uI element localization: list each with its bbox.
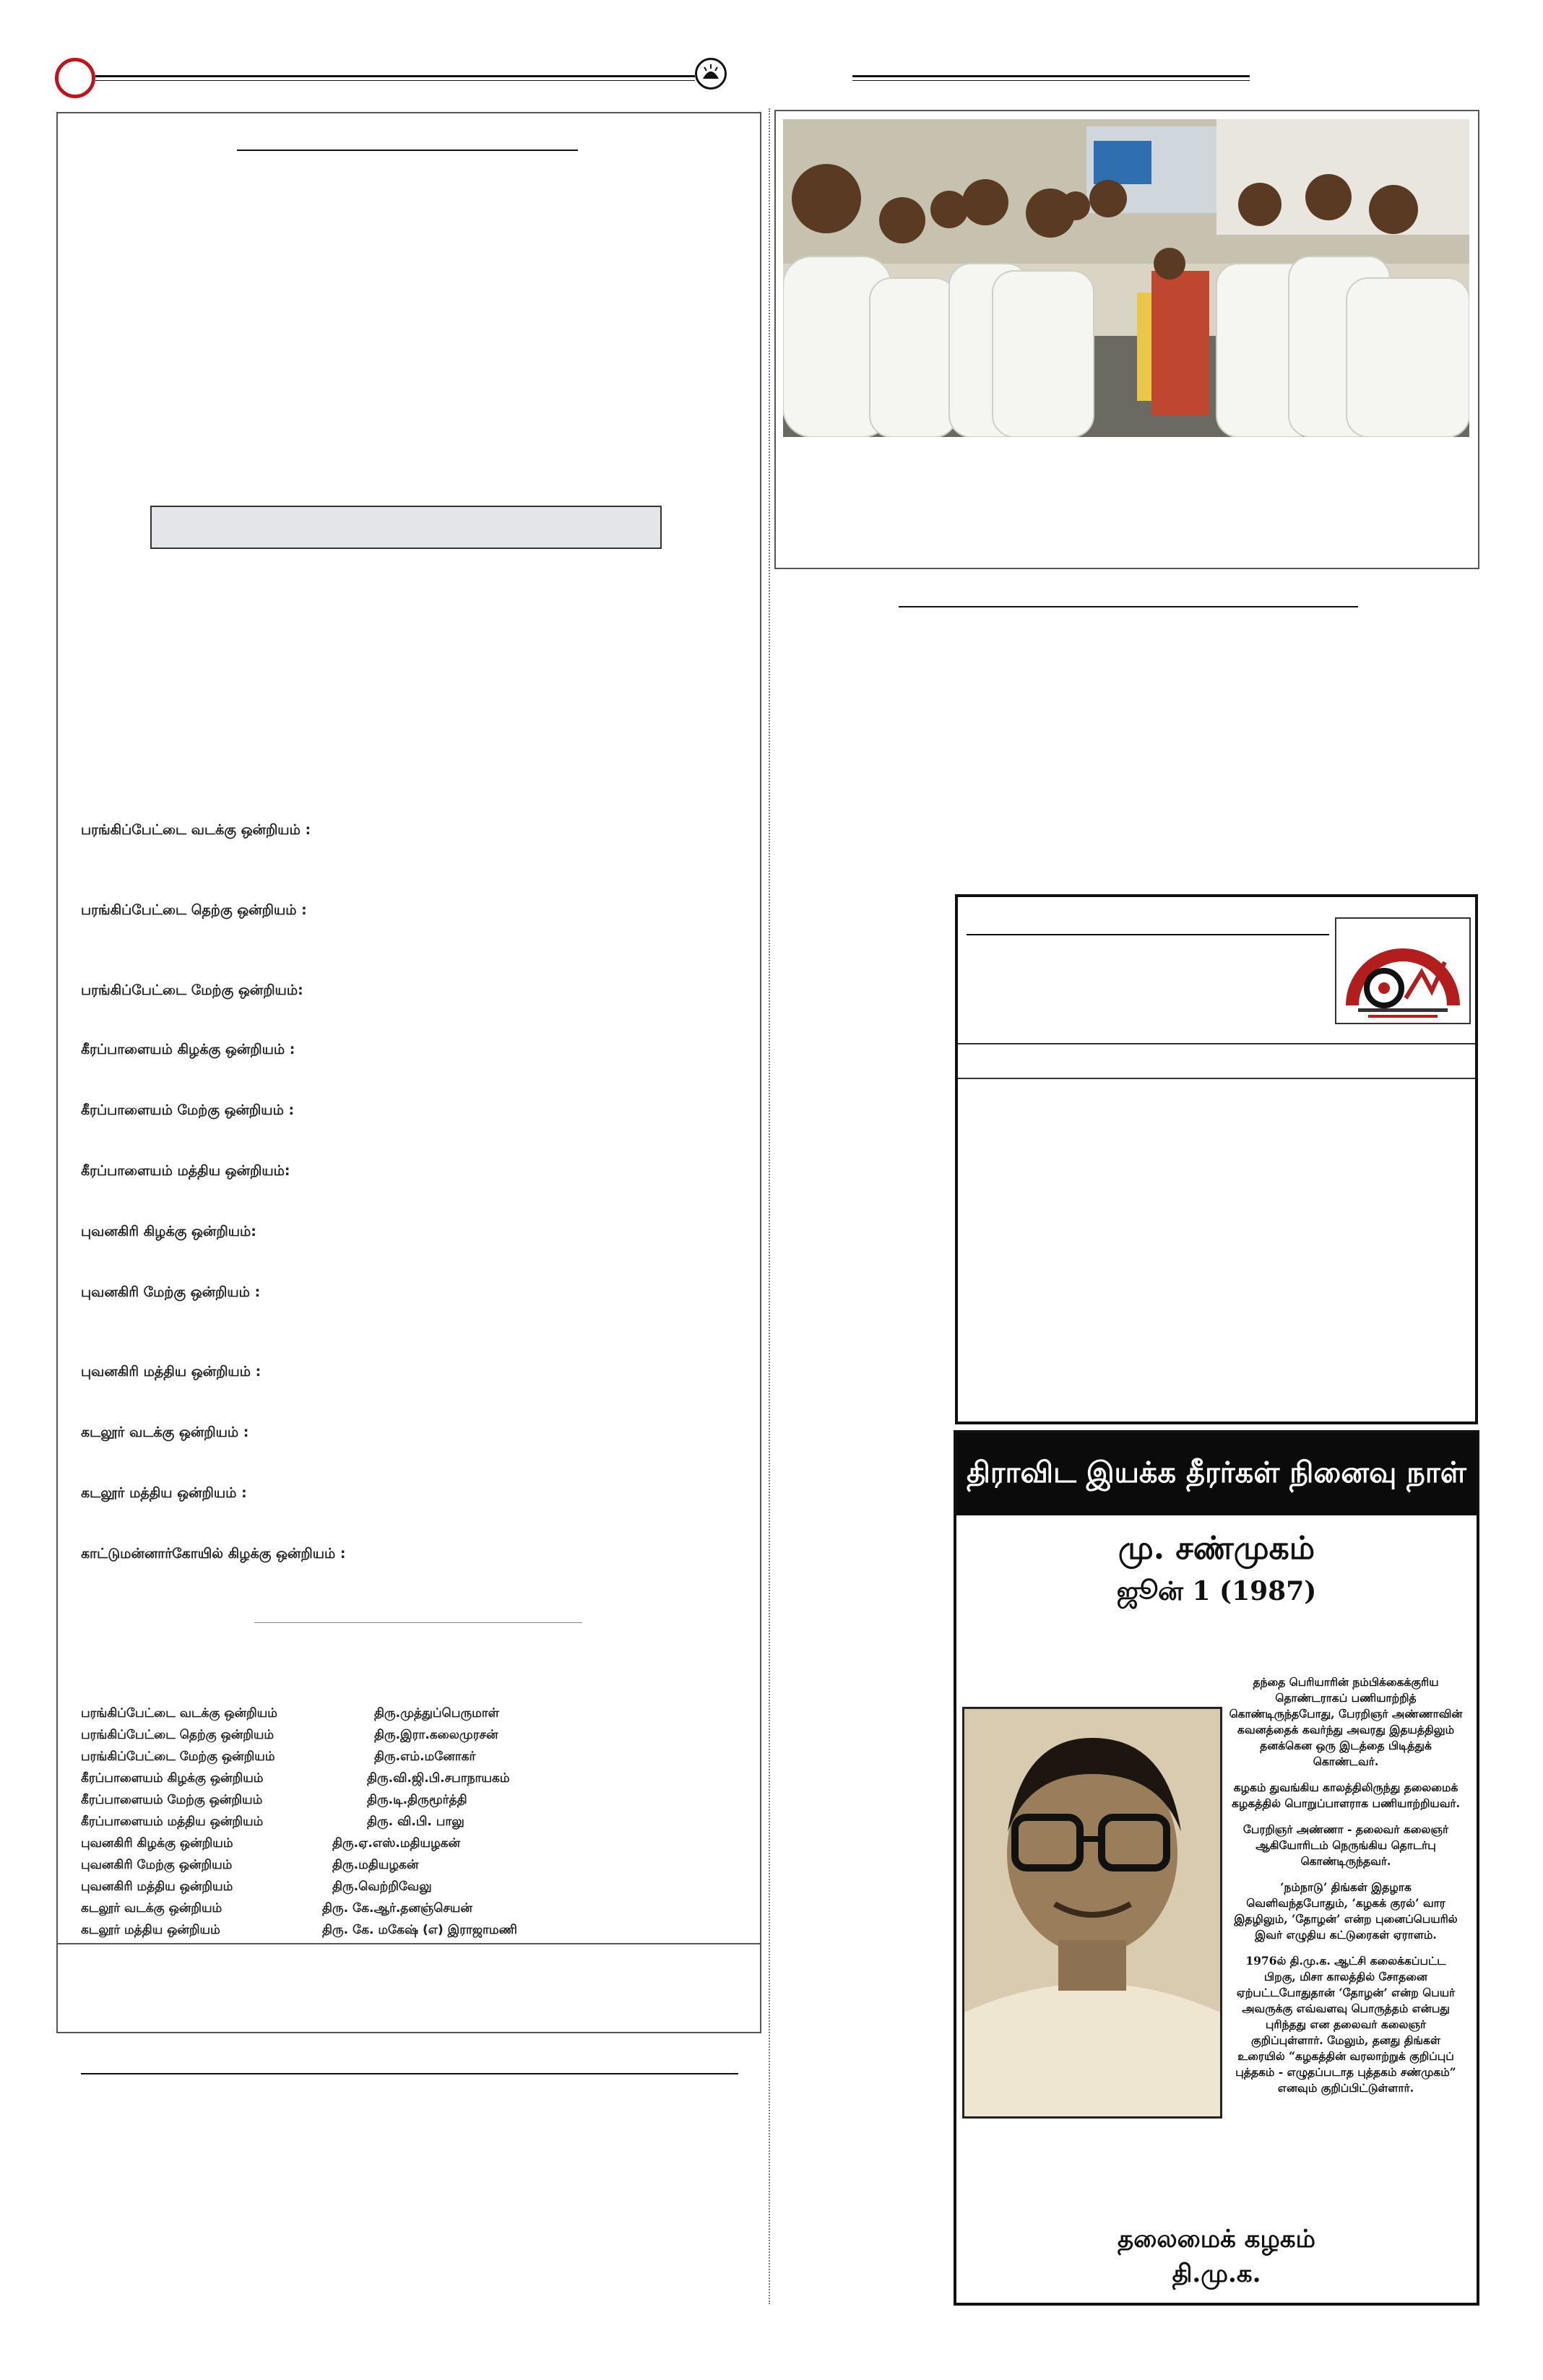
memorial-paragraph: ‘நம்நாடு’ திங்கள் இதழாக வெளிவந்தபோதும், ‘கழகக் குரல்’ வார இதழிலும், ‘தோழன்’ என்ற புனைப்பெயரில் இவர் எழுதிய கட்டுரைகள் ஏராளம். [1234,1880,1458,1942]
right-article-title-rule [899,606,1358,607]
union-label: கீரப்பாளையம் கிழக்கு ஒன்றியம் : [81,1042,295,1057]
union-label: புவனகிரி மேற்கு ஒன்றியம் : [81,1284,261,1300]
secretary-section-rule [254,1622,582,1623]
memorial-banner: திராவிட இயக்க தீரர்கள் நினைவு நாள் [956,1433,1477,1515]
rising-sun-emblem-icon [695,58,727,90]
union-label: பரங்கிப்பேட்டை மேற்கு ஒன்றியம்: [81,982,303,998]
union-label: கடலூர் வடக்கு ஒன்றியம் : [81,1424,249,1440]
group-photo [783,119,1469,437]
notice-divider-1 [958,1043,1475,1044]
memorial-paragraph: தந்தை பெரியாரின் நம்பிக்கைக்குரிய தொண்டராகப் பணியாற்றித் கொண்டிருந்தபோது, பேரறிஞர் அண்ணாவின் கவனத்தைக் கவர்ந்து அவரது இதயத்திலும் தனக்கென ஒரு இடத்தை பிடித்துக் கொண்டவர். [1229,1675,1463,1768]
header-rule-right [852,75,1250,77]
left-article-divider [58,1943,760,1944]
left-article-frame [56,112,761,2033]
union-label: பரங்கிப்பேட்டை வடக்கு ஒன்றியம் : [81,822,311,838]
header-rule-left [95,75,695,77]
memorial-paragraph: 1976ல் தி.மு.க. ஆட்சி கலைக்கப்பட்ட பிறகு, மிசா காலத்தில் சோதனை ஏற்பட்டபோதுதான் ‘தோழன்’ என்ற பெயர் அவருக்கு எவ்வளவு பொருத்தம் என்பது புரிந்தது என தலைவர் கலைஞர் குறிப்புள்ளார். மேலும், தனது திங்கள் உரையில் “கழகத்தின் வரலாற்றுக் குறிப்புப் புத்தகம் - எழுதப்படாத புத்தகம் சண்முகம்” எனவும் குறிப்பிட்டுள்ளார். [1235,1954,1456,2095]
portrait-photo [962,1707,1222,2119]
union-label: புவனகிரி மத்திய ஒன்றியம் : [81,1364,262,1380]
highlight-box [150,506,662,549]
union-label: கடலூர் மத்திய ஒன்றியம் : [81,1485,247,1501]
union-label: கீரப்பாளையம் மத்திய ஒன்றியம்: [81,1163,290,1179]
union-label: புவனகிரி கிழக்கு ஒன்றியம்: [81,1224,256,1239]
header-rule-left-thin [95,80,695,81]
header-rule-right-thin [852,80,1250,81]
memorial-date: ஜூன் 1 (1987) [1116,1576,1317,1606]
memorial-paragraph: பேரறிஞர் அண்ணா - தலைவர் கலைஞர் ஆகியோரிடம் நெருங்கிய தொடர்பு கொண்டிருந்தவர். [1242,1822,1449,1868]
page-marker-icon [55,58,95,98]
memorial-name: மு. சண்முகம் [1118,1530,1315,1567]
memorial-text [1228,1674,1464,2106]
memorial-paragraph: கழகம் துவங்கிய காலத்திலிருந்து தலைமைக் கழகத்தில் பொறுப்பாளராக பணியாற்றியவர். [1231,1780,1461,1810]
left-bottom-rule [81,2073,738,2074]
left-article-title-rule [237,150,578,151]
union-label: கீரப்பாளையம் மேற்கு ஒன்றியம் : [81,1102,295,1118]
union-label: காட்டுமன்னார்கோயில் கிழக்கு ஒன்றியம் : [81,1546,346,1562]
memorial-footer-party: தி.மு.க. [1172,2259,1261,2288]
notice-title-rule [967,934,1329,935]
union-label: பரங்கிப்பேட்டை தெற்கு ஒன்றியம் : [81,902,307,918]
memorial-footer-org: தலைமைக் கழகம் [1118,2225,1315,2254]
notice-divider-2 [958,1078,1475,1079]
column-separator [769,108,770,2304]
organisation-logo [1335,917,1471,1024]
